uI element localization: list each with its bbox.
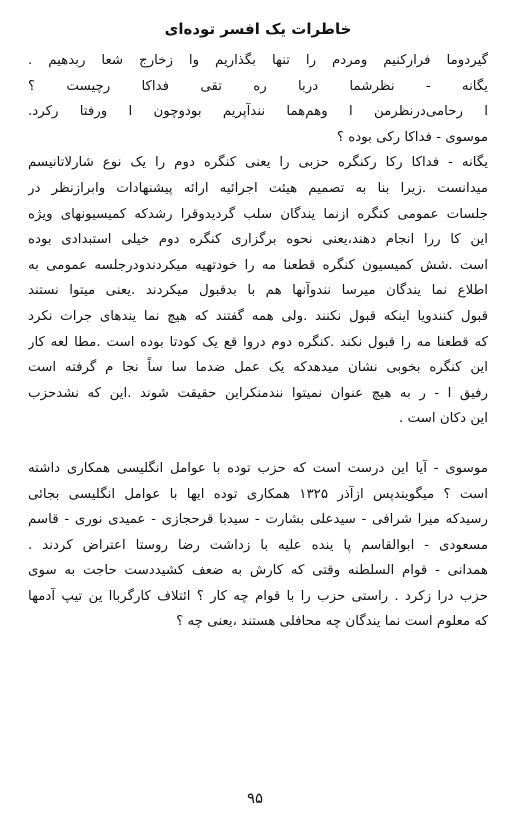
- text-line: موسوی - فداکا رکی بوده ؟: [336, 129, 488, 145]
- page-number: ۹۵: [246, 789, 264, 807]
- text-line: رفیق ا - ر به هیچ عنوان نمیتوا نندمنکراین حقیقت شوند .این که نشدحزب: [28, 385, 488, 401]
- text-line: میدانست .زیرا بنا به تصمیم هیئت اجرائیه ارائه پیشنهادات وابرازنظر در: [28, 180, 488, 196]
- text-line: این کنگره بخوبی نشان میدهدکه یک عمل ضدما سا ساً نجا م گرفته است: [28, 360, 488, 376]
- text-line: قبول کنندویا اینکه قبول نکنند .ولی همه گفتند که هیچ نما یندهای جرات نکرد: [28, 308, 488, 324]
- text-line: که قطعنا مه را قبول نکند .کنگره دوم دروا قع یک کودتا بوده است .مطا لعه کار: [28, 334, 488, 350]
- paragraph-gap: [28, 432, 488, 456]
- text-line: موسوی - آیا این درست است که حزب توده با عوامل انگلیسی همکاری داشته: [28, 460, 488, 476]
- text-line: این دکان است .: [398, 411, 488, 427]
- page-title: خاطرات یک افسر توده‌ای: [164, 20, 352, 38]
- text-line: مسعودی - ابوالقاسم پا ینده علیه با زداشت رضا روستا اعتراض کردند .: [28, 537, 488, 553]
- text-line: اطلاع نما یندگان میرسا نندوآنها هم با بدقبول میکردند .یعنی میتوا نستند: [28, 283, 488, 299]
- text-line: رسیدکه میرا شرافی - سیدعلی بشارت - سیدبا قرحجازی - عمیدی نوری - قاسم: [28, 512, 488, 528]
- text-line: جلسات عمومی کنگره ازنما یندگان سلب گردیدوقرا رشدکه کمیسیونهای ویژه: [28, 206, 488, 222]
- text-line: ا رحامی‌درنظرمن ا وهم‌هما نندآپریم بودوچون ا ورفتا رکرد.: [28, 104, 488, 120]
- text-line: این کا ررا انجام دهند،یعنی نحوه برگزاری کنگره دوم خیلی استبدادی بوده: [28, 232, 488, 248]
- text-line: حزب درا زکرد . راستی حزب را با قوام چه کار ؟ ائتلاف کارگرباا ین تیپ آدمها: [28, 588, 488, 604]
- body-text-bottom: [28, 456, 488, 635]
- text-line: یگانه - فداکا رکا رکنگره حزبی را یعنی کنگره دوم را یک نوع شارلاتانیسم: [28, 155, 488, 171]
- text-line: یگانه - نظرشما دربا ره تقی فداکا رچیست ؟: [28, 78, 488, 94]
- text-line: همدانی - قوام السلطنه وقتی که کارش به ضعف کشیددست حاجت به سوی: [28, 563, 488, 579]
- text-line: است ؟ میگویندپس ازآذر ۱۳۲۵ همکاری توده ایها با عوامل انگلیسی بجائی: [28, 486, 488, 502]
- text-line: که معلوم است نما یندگان چه محافلی هستند ،یعنی چه ؟: [176, 614, 488, 630]
- text-line: گیردوما فرارکنیم ومردم را تنها بگذاریم وا زخارج شعا ربدهیم .: [28, 53, 488, 68]
- body-text-top: [28, 48, 488, 432]
- text-line: است .شش کمیسیون کنگره قطعنا مه را خودتهیه میکردندودرجلسه عمومی به: [28, 257, 488, 273]
